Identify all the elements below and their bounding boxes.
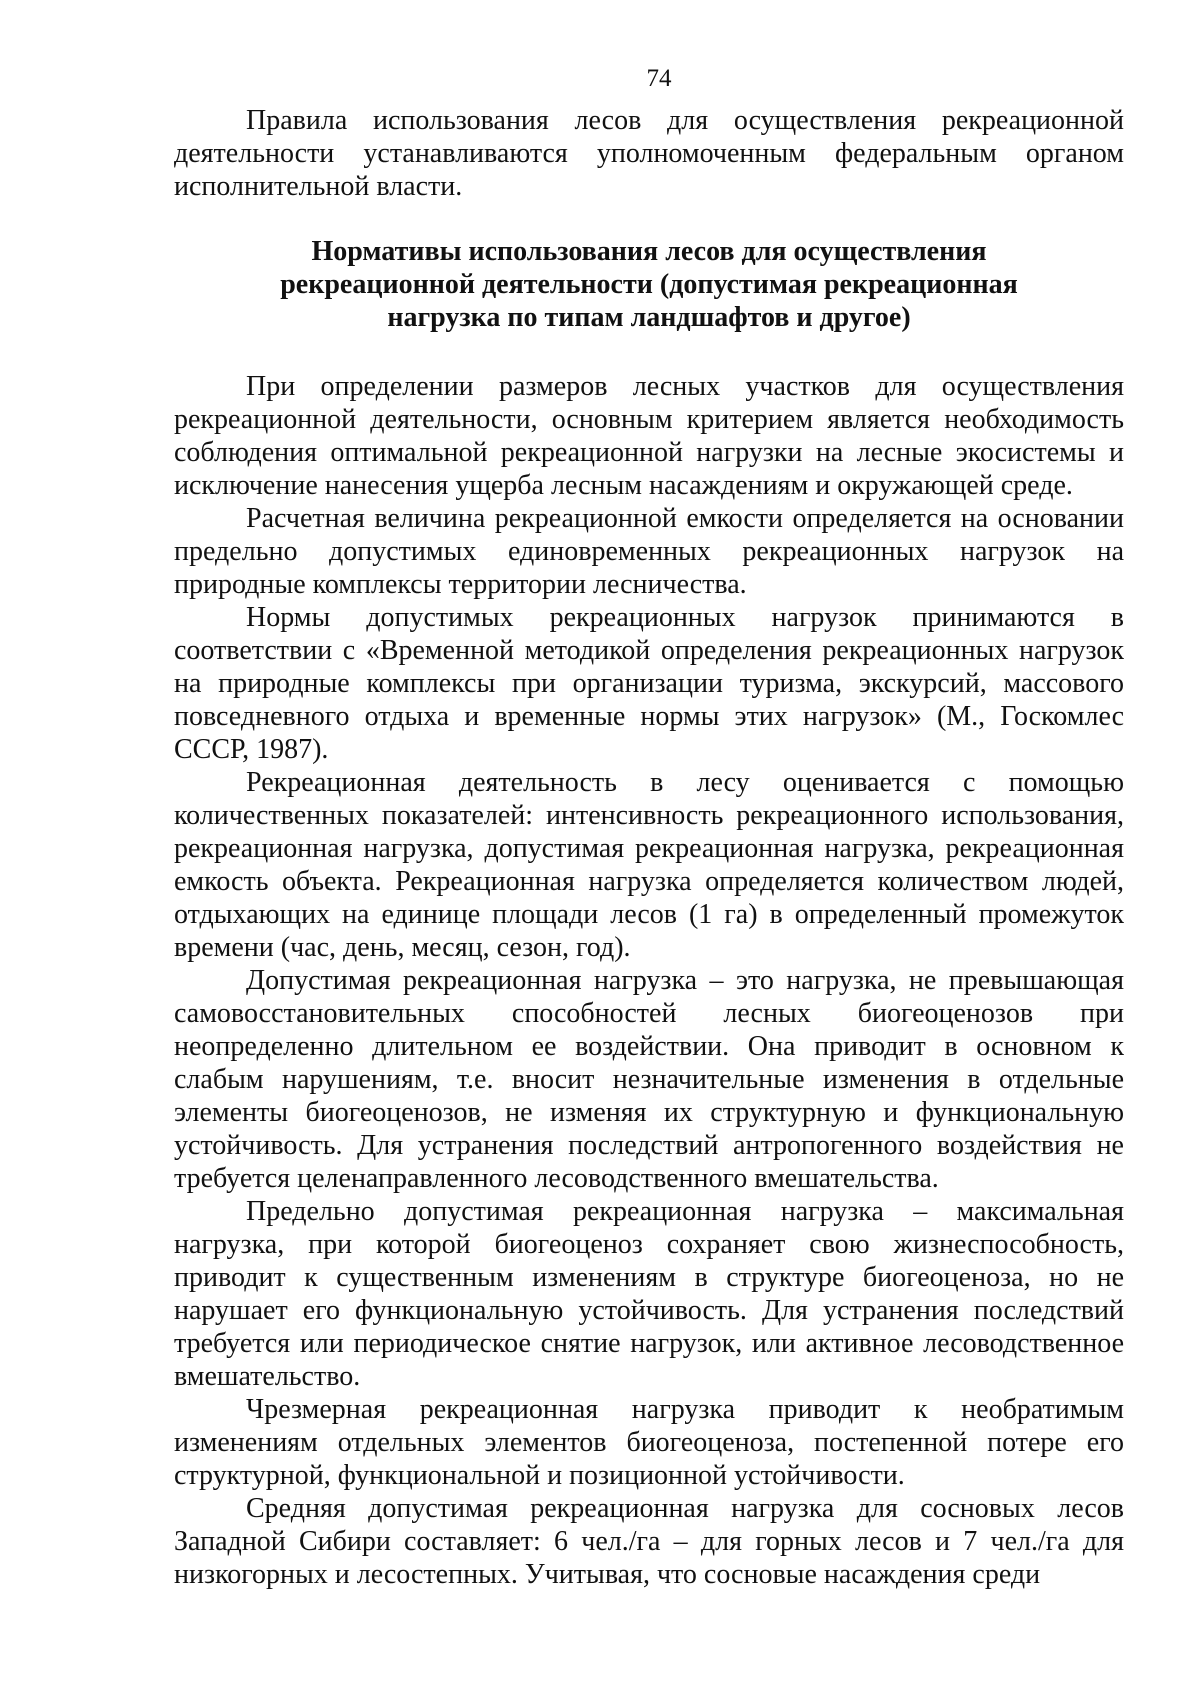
paragraph-recreational-capacity: Расчетная величина рекреационной емкости определяется на основании предельно допустимых единовременных рекреационных нагрузок на природные комплексы территории лесничества. [174,503,1124,600]
section-heading-line: рекреационной деятельности (допустимая рекреационная [280,269,1018,300]
paragraph-average-load: Средняя допустимая рекреационная нагрузка для сосновых лесов Западной Сибири составляет: 6 чел./га – для горных лесов и 7 чел./га для низкогорных и лесостепных. Учитывая, что сосновые насаждения среди [174,1493,1124,1590]
paragraph-maximum-permissible-load: Предельно допустимая рекреационная нагрузка – максимальная нагрузка, при которой биогеоценоз сохраняет свою жизнеспособность, приводит к существенным изменениям в структуре биогеоценоза, но не нарушает его функциональную устойчивость. Для устранения последствий требуется или периодическое снятие нагрузок, или активное лесоводственное вмешательство. [174,1196,1124,1392]
section-heading [174,235,1124,334]
paragraph-plot-sizing: При определении размеров лесных участков для осуществления рекреационной деятельности, основным критерием является необходимость соблюдения оптимальной рекреационной нагрузки на лесные экосистемы и исключение нанесения ущерба лесным насаждениям и окружающей среде. [174,371,1124,501]
page-content [174,64,1124,1591]
paragraph-excessive-load: Чрезмерная рекреационная нагрузка приводит к необратимым изменениям отдельных элементов биогеоценоза, постепенной потере его структурной, функциональной и позиционной устойчивости. [174,1394,1124,1491]
paragraph-permissible-load: Допустимая рекреационная нагрузка – это нагрузка, не превышающая самовосстановительных способностей лесных биогеоценозов при неопределенно длительном ее воздействии. Она приводит в основном к слабым нарушениям, т.е. вносит незначительные изменения в отдельные элементы биогеоценозов, не изменяя их структурную и функциональную устойчивость. Для устранения последствий антропогенного воздействия не требуется целенаправленного лесоводственного вмешательства. [174,965,1124,1194]
section-heading-line: нагрузка по типам ландшафтов и другое) [387,302,911,333]
intro-paragraph: Правила использования лесов для осуществления рекреационной деятельности устанавливаются уполномоченным федеральным органом исполнительной власти. [174,105,1124,202]
paragraph-activity-assessment: Рекреационная деятельность в лесу оценивается с помощью количественных показателей: интенсивность рекреационного использования, рекреационная нагрузка, допустимая рекреационная нагрузка, рекреационная емкость объекта. Рекреационная нагрузка определяется количеством людей, отдыхающих на единице площади лесов (1 га) в определенный промежуток времени (час, день, месяц, сезон, год). [174,767,1124,963]
page-number: 74 [646,65,672,92]
paragraph-load-norms: Нормы допустимых рекреационных нагрузок принимаются в соответствии с «Временной методикой определения рекреационных нагрузок на природные комплексы при организации туризма, экскурсий, массового повседневного отдыха и временные нормы этих нагрузок» (М., Госкомлес СССР, 1987). [174,602,1124,765]
section-heading-line: Нормативы использования лесов для осуществления [311,236,987,267]
